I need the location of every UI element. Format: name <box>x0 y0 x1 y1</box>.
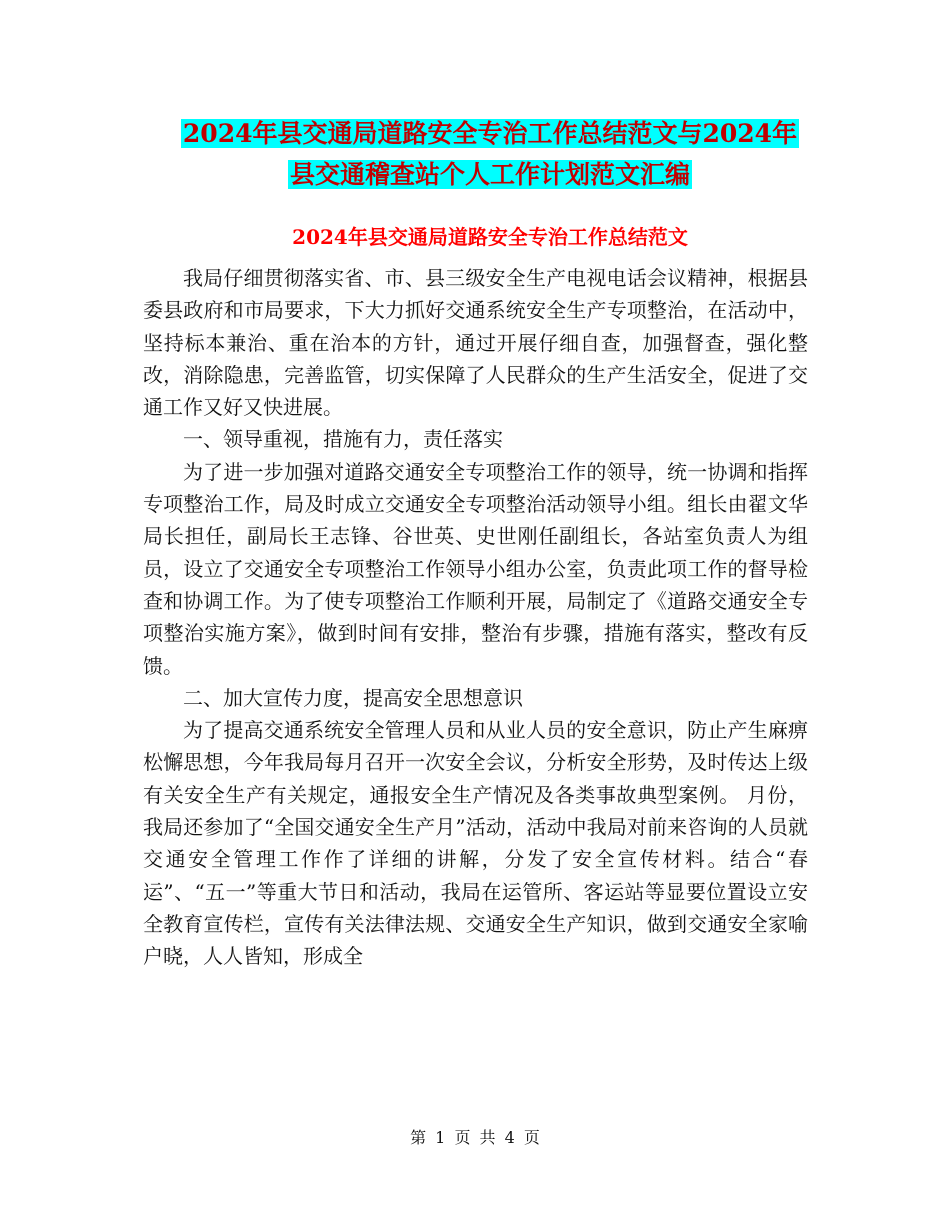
document-title <box>140 113 840 195</box>
title-line-2: 县交通稽查站个人工作计划范文汇编 <box>289 160 690 189</box>
paragraph-leadership: 为了进一步加强对道路交通安全专项整治工作的领导，统一协调和指挥专项整治工作，局及时成立交通安全专项整治活动领导小组。组长由翟文华局长担任，副局长王志锋、谷世英、史世刚任副组长，各站室负责人为组员，设立了交通安全专项整治工作领导小组办公室，负责此项工作的督导检查和协调工作。为了使专项整治工作顺利开展，局制定了《道路交通安全专项整治实施方案》，做到时间有安排，整治有步骤，措施有落实，整改有反馈。 <box>143 459 808 678</box>
document-body <box>143 262 808 973</box>
paragraph-publicity: 为了提高交通系统安全管理人员和从业人员的安全意识，防止产生麻痹松懈思想，今年我局每月召开一次安全会议，分析安全形势，及时传达上级有关安全生产有关规定，通报安全生产情况及各类事故典型案例。 月份，我局还参加了“全国交通安全生产月”活动，活动中我局对前来咨询的人员就交通安全管理工作作了详细的讲解，分发了安全宣传材料。结合“春运”、“五一”等重大节日和活动，我局在运管所、客运站等显要位置设立安全教育宣传栏，宣传有关法律法规、交通安全生产知识，做到交通安全家喻户晓，人人皆知，形成全 <box>143 718 808 969</box>
title-line-1: 2024年县交通局道路安全专治工作总结范文与2024年 <box>182 119 798 148</box>
page-footer: 第 1 页 共 4 页 <box>410 1128 540 1147</box>
section-title: 2024年县交通局道路安全专治工作总结范文 <box>292 225 688 249</box>
heading-leadership: 一、领导重视，措施有力，责任落实 <box>183 427 503 452</box>
heading-publicity: 二、加大宣传力度，提高安全思想意识 <box>183 685 523 710</box>
paragraph-intro: 我局仔细贯彻落实省、市、县三级安全生产电视电话会议精神，根据县委县政府和市局要求，下大力抓好交通系统安全生产专项整治，在活动中，坚持标本兼治、重在治本的方针，通过开展仔细自查，加强督查，强化整改，消除隐患，完善监管，切实保障了人民群众的生产生活安全，促进了交通工作又好又快进展。 <box>143 266 808 420</box>
